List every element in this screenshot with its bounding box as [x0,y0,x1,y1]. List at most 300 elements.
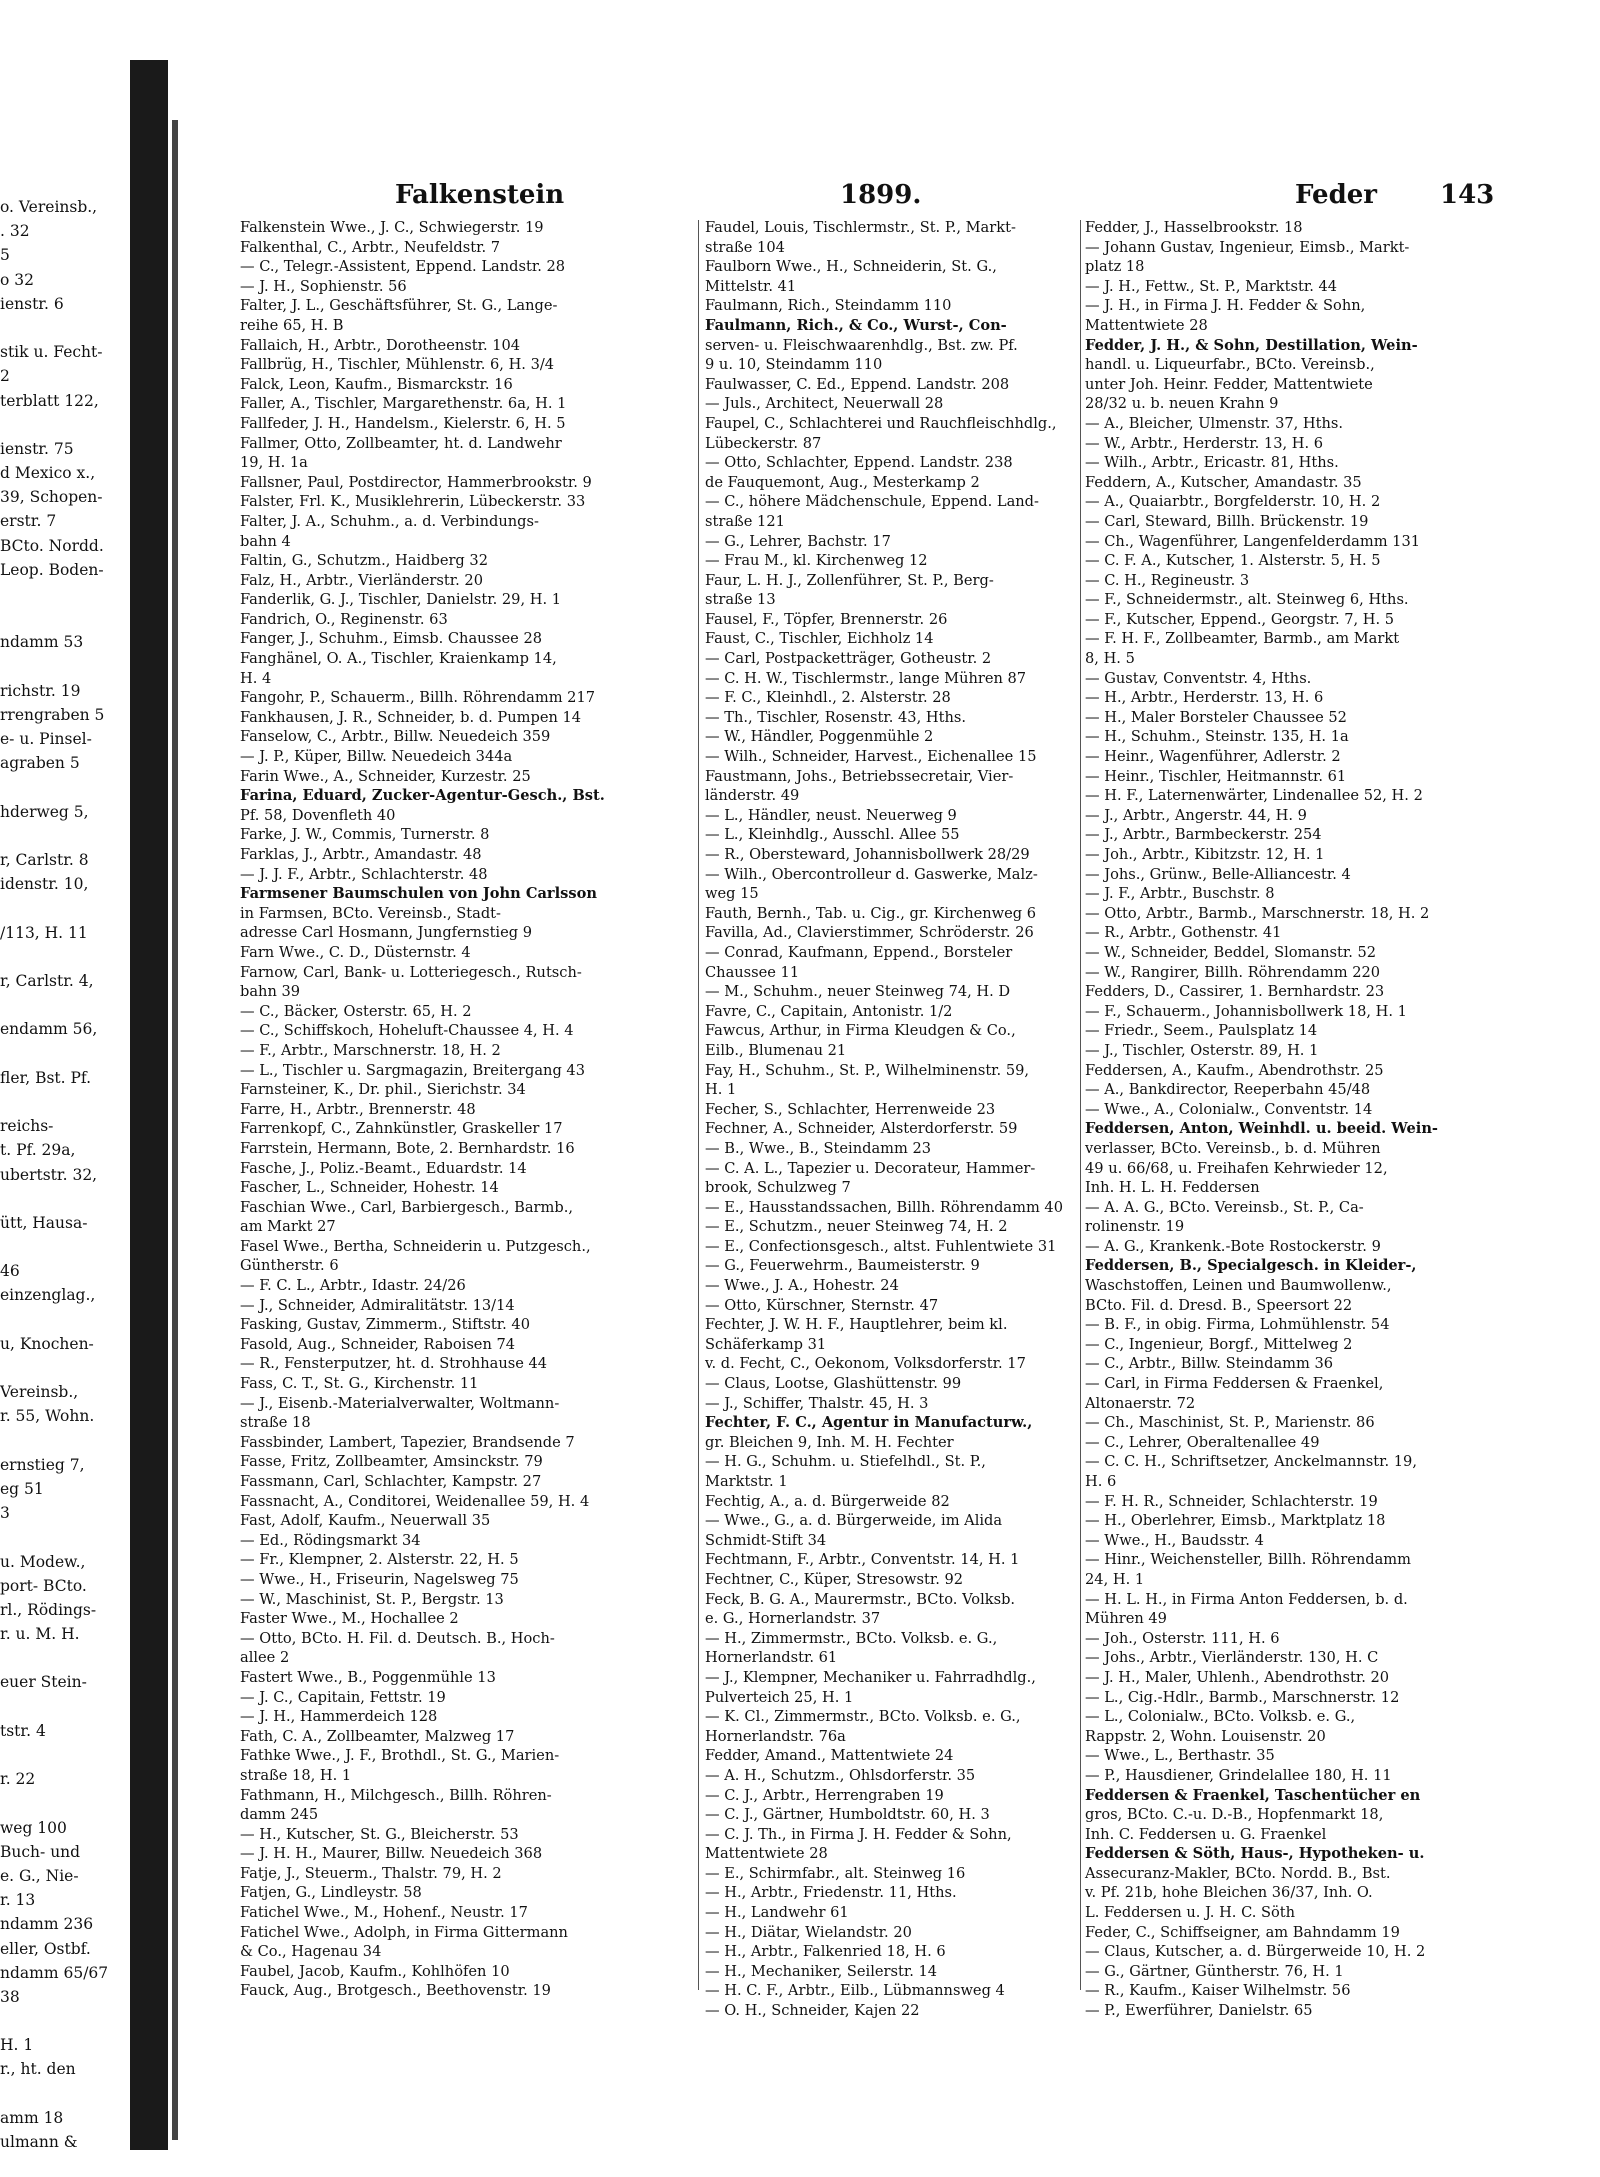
book-spine-shadow [130,60,168,2150]
directory-entry: Fanderlik, G. J., Tischler, Danielstr. 29, H. 1 [240,591,562,609]
book-gutter-line [172,120,178,2140]
directory-entry: Fedder, J., Hasselbrookstr. 18 [1085,219,1303,236]
fragment-line [0,1042,128,1066]
directory-entry: — W., Maschinist, St. P., Bergstr. 13 [240,1590,504,1608]
directory-entry: — A. G., Krankenk.-Bote Rostockerstr. 9 [1085,1237,1381,1255]
fragment-line: ulmann & [0,2133,78,2151]
directory-entry: verlasser, BCto. Vereinsb., b. d. Mühren [1085,1139,1381,1157]
directory-entry: — Wwe., G., a. d. Bürgerweide, im Alida [705,1512,1003,1530]
directory-entry: handl. u. Liqueurfabr., BCto. Vereinsb., [1085,356,1375,374]
directory-entry: Hornerlandstr. 61 [705,1649,838,1667]
directory-entry: Mühren 49 [1085,1610,1167,1628]
directory-entry: Fath, C. A., Zollbeamter, Malzweg 17 [240,1727,515,1745]
directory-entry: — J. H., Hammerdeich 128 [240,1708,438,1726]
directory-entry: rolinenstr. 19 [1085,1218,1185,1236]
directory-entry: — Wwe., H., Baudsstr. 4 [1085,1531,1264,1549]
fragment-line: stik u. Fecht- [0,343,103,362]
directory-entry: — F., Arbtr., Marschnerstr. 18, H. 2 [240,1041,501,1059]
fragment-line: ütt, Hausa- [0,1213,88,1232]
directory-entry: Fanger, J., Schuhm., Eimsb. Chaussee 28 [240,630,543,648]
directory-entry: — Joh., Arbtr., Kibitzstr. 12, H. 1 [1085,846,1325,863]
directory-entry: — B., Wwe., B., Steindamm 23 [705,1139,932,1157]
directory-entry: — F., Schauerm., Johannisbollwerk 18, H. 1 [1085,1002,1407,1020]
directory-entry: — Otto, Kürschner, Sternstr. 47 [705,1296,939,1314]
directory-entry: de Fauquemont, Aug., Mesterkamp 2 [705,473,980,491]
directory-entry: — H. C. F., Arbtr., Eilb., Lübmannsweg 4 [705,1982,1005,2000]
directory-entry: — F. C., Kleinhdl., 2. Alsterstr. 28 [705,689,951,707]
fragment-line: eg 51 [0,1479,44,1498]
directory-entry: Fechter, J. W. H. F., Hauptlehrer, beim kl. [705,1316,1008,1334]
directory-entry: — Gustav, Conventstr. 4, Hths. [1085,669,1312,687]
directory-entry: adresse Carl Hosmann, Jungfernstieg 9 [240,924,533,942]
directory-entry: — C., Bäcker, Osterstr. 65, H. 2 [240,1002,472,1020]
directory-entry: Altonaerstr. 72 [1085,1394,1196,1412]
fragment-line [0,1356,128,1380]
directory-entry: — A. A. G., BCto. Vereinsb., St. P., Ca- [1085,1198,1364,1216]
fragment-line: 3 [0,1504,10,1523]
directory-entry: — Ch., Maschinist, St. P., Marienstr. 86 [1085,1414,1375,1432]
directory-entry: Fatichel Wwe., M., Hohenf., Neustr. 17 [240,1904,528,1922]
directory-entry: — C. F. A., Kutscher, 1. Alsterstr. 5, H. 5 [1085,552,1381,570]
fragment-line: r. 22 [0,1770,36,1789]
fragment-line [0,1308,128,1332]
directory-entry: Faulmann, Rich., Steindamm 110 [705,297,952,315]
directory-entry: in Farmsen, BCto. Vereinsb., Stadt- [240,904,501,922]
directory-entry: weg 15 [705,885,759,903]
directory-entry: — L., Cig.-Hdlr., Barmb., Marschnerstr. 12 [1085,1688,1400,1706]
directory-entry: — C., Ingenieur, Borgf., Mittelweg 2 [1085,1335,1353,1353]
directory-entry: Pf. 58, Dovenfleth 40 [240,806,396,824]
directory-entry: Farre, H., Arbtr., Brennerstr. 48 [240,1100,476,1118]
fragment-line [0,776,128,800]
directory-entry: — Claus, Lootse, Glashüttenstr. 99 [705,1375,962,1393]
directory-entry: Farmsener Baumschulen von John Carlsson [240,885,597,903]
directory-entry: — C., Lehrer, Oberaltenallee 49 [1085,1433,1320,1451]
directory-entry: — E., Schirmfabr., alt. Steinweg 16 [705,1864,966,1882]
fragment-line: H. 1 [0,2036,34,2055]
directory-entry: Feddern, A., Kutscher, Amandastr. 35 [1085,473,1362,491]
directory-entry: — A., Bankdirector, Reeperbahn 45/48 [1085,1081,1371,1099]
directory-entry: — H., Oberlehrer, Eimsb., Marktplatz 18 [1085,1512,1386,1530]
directory-entry: Inh. C. Feddersen u. G. Fraenkel [1085,1825,1327,1843]
directory-entry: Faust, C., Tischler, Eichholz 14 [705,630,934,648]
directory-entry: Farnsteiner, K., Dr. phil., Sierichstr. 34 [240,1081,526,1099]
directory-entry: Fallaich, H., Arbtr., Dorotheenstr. 104 [240,336,521,354]
directory-entry: — C., Schiffskoch, Hoheluft-Chaussee 4, H. 4 [240,1022,574,1040]
directory-entry: — W., Händler, Poggenmühle 2 [705,728,934,746]
directory-entry: — Heinr., Tischler, Heitmannstr. 61 [1085,767,1347,785]
directory-entry: gros, BCto. C.-u. D.-B., Hopfenmarkt 18, [1085,1806,1384,1824]
fragment-line: ndamm 53 [0,633,84,652]
fragment-line: r. 13 [0,1891,36,1910]
directory-entry: — A., Quaiarbtr., Borgfelderstr. 10, H. 2 [1085,493,1381,511]
directory-entry: — Wwe., L., Berthastr. 35 [1085,1747,1275,1765]
fragment-line: eller, Ostbf. [0,1939,91,1958]
fragment-line: ubertstr. 32, [0,1165,98,1184]
directory-entry: Faller, A., Tischler, Margarethenstr. 6a, H. 1 [240,395,567,413]
directory-entry: Fauck, Aug., Brotgesch., Beethovenstr. 19 [240,1982,551,2000]
directory-entry: — F. H. F., Zollbeamter, Barmb., am Markt [1085,630,1400,648]
directory-entry: Faupel, C., Schlachterei und Rauchfleischhdlg., [705,414,1057,432]
directory-entry: L. Feddersen u. J. H. C. Söth [1085,1904,1296,1922]
directory-entry: straße 104 [705,238,785,256]
fragment-line [0,413,128,437]
fragment-line: 38 [0,1987,20,2006]
directory-entry: — A., Bleicher, Ulmenstr. 37, Hths. [1085,414,1344,432]
directory-entry: straße 18 [240,1414,311,1432]
fragment-line: 2 [0,367,10,386]
fragment-line: hderweg 5, [0,802,89,821]
directory-entry: — G., Gärtner, Güntherstr. 76, H. 1 [1085,1962,1344,1980]
directory-entry: Fast, Adolf, Kaufm., Neuerwall 35 [240,1512,491,1530]
directory-entry: — C. J., Arbtr., Herrengraben 19 [705,1786,944,1804]
directory-entry: — Wwe., J. A., Hohestr. 24 [705,1277,899,1295]
fragment-line [0,2082,128,2106]
directory-entry: — F., Kutscher, Eppend., Georgstr. 7, H. 5 [1085,610,1395,628]
directory-entry: Mittelstr. 41 [705,277,797,295]
directory-entry: Fechtmann, F., Arbtr., Conventstr. 14, H. 1 [705,1551,1020,1569]
directory-entry: Faster Wwe., M., Hochallee 2 [240,1610,459,1628]
directory-entry: Favilla, Ad., Clavierstimmer, Schröderstr. 26 [705,924,1034,942]
directory-entry: — Wwe., A., Colonialw., Conventstr. 14 [1085,1100,1373,1118]
fragment-line: o. Vereinsb., [0,198,98,216]
directory-entry: H. 6 [1085,1473,1117,1490]
directory-entry: Fallfeder, J. H., Handelsm., Kielerstr. 6, H. 5 [240,414,566,432]
directory-entry: Faur, L. H. J., Zollenführer, St. P., Berg- [705,571,994,589]
page-number: 143 [1440,180,1495,210]
directory-entry: — M., Schuhm., neuer Steinweg 74, H. D [705,983,1011,1001]
directory-entry: — W., Rangirer, Billh. Röhrendamm 220 [1085,963,1381,981]
directory-entry: 9 u. 10, Steindamm 110 [705,356,883,374]
directory-entry: Faulwasser, C. Ed., Eppend. Landstr. 208 [705,375,1010,393]
fragment-line: r, Carlstr. 8 [0,851,89,870]
fragment-line [0,1090,128,1114]
directory-entry: — C. H., Regineustr. 3 [1085,571,1250,589]
directory-entry: Farin Wwe., A., Schneider, Kurzestr. 25 [240,767,531,785]
directory-entry: — Johs., Grünw., Belle-Alliancestr. 4 [1085,865,1351,883]
directory-entry: straße 121 [705,512,785,530]
directory-entry: — W., Schneider, Beddel, Slomanstr. 52 [1085,943,1377,961]
directory-entry: — Carl, Postpacketträger, Gotheustr. 2 [705,650,992,668]
column-divider [1080,220,1081,1990]
fragment-line: u. Modew., [0,1552,86,1571]
directory-entry: — W., Arbtr., Herderstr. 13, H. 6 [1085,434,1324,452]
directory-entry: Fechtig, A., a. d. Bürgerweide 82 [705,1492,950,1510]
directory-entry: — Th., Tischler, Rosenstr. 43, Hths. [705,708,966,726]
directory-entry: Fechner, A., Schneider, Alsterdorferstr. 59 [705,1120,1018,1138]
directory-entry: & Co., Hagenau 34 [240,1943,382,1961]
directory-entry: Assecuranz-Makler, BCto. Nordd. B., Bst. [1085,1864,1391,1882]
fragment-line: agraben 5 [0,754,80,773]
fragment-line: Buch- und [0,1842,81,1861]
running-head-right: Feder [1295,180,1377,210]
directory-entry: — C., höhere Mädchenschule, Eppend. Land- [705,493,1039,511]
directory-entry: — Juls., Architect, Neuerwall 28 [705,395,944,413]
directory-entry: — J. H., Sophienstr. 56 [240,277,407,295]
directory-entry: Fassmann, Carl, Schlachter, Kampstr. 27 [240,1473,542,1490]
fragment-line: r., ht. den [0,2060,76,2079]
directory-column-3 [1085,218,1480,2020]
directory-entry: — J., Arbtr., Angerstr. 44, H. 9 [1085,806,1307,824]
fragment-line [0,1695,128,1719]
directory-entry: — J., Arbtr., Barmbeckerstr. 254 [1085,826,1322,844]
directory-entry: — Johann Gustav, Ingenieur, Eimsb., Markt- [1085,238,1410,256]
directory-entry: — E., Hausstandssachen, Billh. Röhrendamm 40 [705,1198,1063,1216]
fragment-line: r. 55, Wohn. [0,1407,95,1426]
directory-entry: Falter, J. A., Schuhm., a. d. Verbindungs- [240,512,539,530]
directory-entry: — B. F., in obig. Firma, Lohmühlenstr. 54 [1085,1316,1390,1334]
directory-entry: straße 13 [705,591,776,609]
directory-entry: — R., Kaufm., Kaiser Wilhelmstr. 56 [1085,1982,1351,2000]
directory-entry: Rappstr. 2, Wohn. Louisenstr. 20 [1085,1727,1326,1745]
directory-entry: 19, H. 1a [240,454,308,472]
directory-entry: e. G., Hornerlandstr. 37 [705,1610,881,1628]
directory-entry: Falster, Frl. K., Musiklehrerin, Lübeckerstr. 33 [240,493,586,511]
directory-entry: — C. H. W., Tischlermstr., lange Mühren 87 [705,669,1027,687]
directory-entry: — H. F., Laternenwärter, Lindenallee 52, H. 2 [1085,787,1423,805]
directory-entry: Pulverteich 25, H. 1 [705,1688,854,1706]
directory-entry: — H., Arbtr., Friedenstr. 11, Hths. [705,1884,957,1902]
directory-entry: 28/32 u. b. neuen Krahn 9 [1085,395,1279,413]
directory-entry: H. 1 [705,1081,737,1099]
directory-entry: straße 18, H. 1 [240,1766,352,1784]
directory-entry: Fatje, J., Steuerm., Thalstr. 79, H. 2 [240,1864,502,1882]
directory-entry: reihe 65, H. B [240,316,344,334]
directory-entry: Mattentwiete 28 [1085,316,1208,334]
directory-entry: Fay, H., Schuhm., St. P., Wilhelminenstr. 59, [705,1061,1030,1079]
directory-entry: Fassnacht, A., Conditorei, Weidenallee 59, H. 4 [240,1492,590,1510]
fragment-line [0,316,128,340]
fragment-line [0,1235,128,1259]
fragment-line: terblatt 122, [0,391,99,410]
directory-entry: — H., Landwehr 61 [705,1904,849,1922]
fragment-line: ndamm 65/67 [0,1963,109,1982]
directory-entry: — Fr., Klempner, 2. Alsterstr. 22, H. 5 [240,1551,519,1569]
directory-entry: — F. C. L., Arbtr., Idastr. 24/26 [240,1277,466,1295]
fragment-line [0,1429,128,1453]
directory-entry: Feck, B. G. A., Maurermstr., BCto. Volksb. [705,1590,1016,1608]
directory-entry: bahn 39 [240,983,301,1001]
running-head-left: Falkenstein [395,180,565,210]
directory-entry: Farke, J. W., Commis, Turnerstr. 8 [240,826,490,844]
directory-entry: Fedder, Amand., Mattentwiete 24 [705,1747,954,1765]
fragment-line: 39, Schopen- [0,488,103,507]
directory-entry: — Carl, Steward, Billh. Brückenstr. 19 [1085,512,1369,530]
fragment-line: amm 18 [0,2108,64,2127]
fragment-line: erstr. 7 [0,512,57,531]
column-divider [698,220,699,1990]
directory-entry: Farnow, Carl, Bank- u. Lotteriegesch., Rutsch- [240,963,582,981]
fragment-line: ienstr. 75 [0,439,74,458]
directory-entry: — R., Obersteward, Johannisbollwerk 28/29 [705,846,1030,863]
directory-entry: Fasking, Gustav, Zimmerm., Stiftstr. 40 [240,1316,530,1334]
directory-entry: Fasche, J., Poliz.-Beamt., Eduardstr. 14 [240,1159,527,1177]
directory-entry: Fedders, D., Cassirer, 1. Bernhardstr. 23 [1085,983,1385,1001]
directory-entry: — J. J. F., Arbtr., Schlachterstr. 48 [240,865,488,883]
directory-entry: Hornerlandstr. 76a [705,1727,846,1745]
directory-entry: Fasse, Fritz, Zollbeamter, Amsinckstr. 79 [240,1453,543,1471]
directory-entry: — Frau M., kl. Kirchenweg 12 [705,552,928,570]
directory-entry: v. Pf. 21b, hohe Bleichen 36/37, Inh. O. [1085,1884,1373,1902]
directory-entry: 8, H. 5 [1085,650,1135,668]
directory-entry: — C. J. Th., in Firma J. H. Fedder & Sohn, [705,1825,1012,1843]
directory-entry: — H., Maler Borsteler Chaussee 52 [1085,708,1347,726]
fragment-line [0,2009,128,2033]
directory-entry: Fatjen, G., Lindleystr. 58 [240,1884,422,1902]
directory-entry: — Heinr., Wagenführer, Adlerstr. 2 [1085,748,1341,766]
fragment-line: Vereinsb., [0,1383,79,1402]
directory-entry: Fechtner, C., Küper, Stresowstr. 92 [705,1570,964,1588]
directory-entry: — J. F., Arbtr., Buschstr. 8 [1085,885,1275,903]
directory-entry: — L., Händler, neust. Neuerweg 9 [705,806,957,824]
directory-entry: Fass, C. T., St. G., Kirchenstr. 11 [240,1375,479,1393]
directory-entry: — E., Confectionsgesch., altst. Fuhlentwiete 31 [705,1237,1057,1255]
directory-entry: — L., Tischler u. Sargmagazin, Breitergang 43 [240,1061,586,1079]
directory-entry: Fascher, L., Schneider, Hohestr. 14 [240,1179,499,1197]
directory-entry: Faubel, Jacob, Kaufm., Kohlhöfen 10 [240,1962,510,1980]
directory-entry: Fanghänel, O. A., Tischler, Kraienkamp 14, [240,650,557,668]
directory-entry: Faulborn Wwe., H., Schneiderin, St. G., [705,258,997,276]
fragment-line [0,1646,128,1670]
fragment-line [0,606,128,630]
fragment-line: t. Pf. 29a, [0,1141,76,1160]
fragment-line: o 32 [0,270,34,289]
fragment-line: ienstr. 6 [0,294,64,313]
directory-entry: Fauth, Bernh., Tab. u. Cig., gr. Kirchenweg 6 [705,904,1037,922]
directory-entry: — L., Colonialw., BCto. Volksb. e. G., [1085,1708,1356,1726]
directory-entry: Inh. H. L. H. Feddersen [1085,1179,1260,1197]
directory-entry: — J., Schneider, Admiralitätstr. 13/14 [240,1296,515,1314]
directory-entry: — J. H., Maler, Uhlenh., Abendrothstr. 20 [1085,1668,1390,1686]
directory-entry: gr. Bleichen 9, Inh. M. H. Fechter [705,1433,954,1451]
directory-entry: Mattentwiete 28 [705,1845,828,1863]
directory-entry: Eilb., Blumenau 21 [705,1041,847,1059]
directory-entry: Faulmann, Rich., & Co., Wurst-, Con- [705,316,1007,334]
directory-entry: — Otto, Schlachter, Eppend. Landstr. 238 [705,454,1013,472]
directory-entry: Fankhausen, J. R., Schneider, b. d. Pumpen 14 [240,708,582,726]
directory-entry: Fawcus, Arthur, in Firma Kleudgen & Co., [705,1022,1016,1040]
directory-entry: Schäferkamp 31 [705,1335,827,1353]
directory-entry: — J., Klempner, Mechaniker u. Fahrradhdlg., [705,1668,1036,1686]
directory-entry: Farrstein, Hermann, Bote, 2. Bernhardstr. 16 [240,1139,575,1157]
directory-entry: — J. H. H., Maurer, Billw. Neuedeich 368 [240,1845,543,1863]
directory-entry: — J. H., in Firma J. H. Fedder & Sohn, [1085,297,1366,315]
directory-entry: — F. H. R., Schneider, Schlachterstr. 19 [1085,1492,1378,1510]
directory-entry: Farn Wwe., C. D., Düsternstr. 4 [240,943,471,961]
directory-column-1 [240,218,692,1998]
directory-entry: — P., Hausdiener, Grindelallee 180, H. 11 [1085,1766,1392,1784]
directory-entry: am Markt 27 [240,1218,336,1236]
directory-entry: Faudel, Louis, Tischlermstr., St. P., Markt- [705,219,1016,236]
directory-entry: Farrenkopf, C., Zahnkünstler, Graskeller 17 [240,1120,563,1138]
directory-entry: Güntherstr. 6 [240,1257,339,1275]
directory-entry: Falz, H., Arbtr., Vierländerstr. 20 [240,571,483,589]
directory-entry: Lübeckerstr. 87 [705,434,822,452]
directory-entry: Fasel Wwe., Bertha, Schneiderin u. Putzgesch., [240,1237,591,1255]
directory-entry: — Ed., Rödingsmarkt 34 [240,1531,421,1549]
directory-entry: 24, H. 1 [1085,1570,1145,1588]
directory-entry: v. d. Fecht, C., Oekonom, Volksdorferstr. 17 [705,1355,1026,1373]
directory-entry: — Hinr., Weichensteller, Billh. Röhrendamm [1085,1551,1411,1569]
directory-entry: — H., Arbtr., Falkenried 18, H. 6 [705,1943,946,1961]
directory-entry: Fastert Wwe., B., Poggenmühle 13 [240,1668,496,1686]
directory-entry: Fechter, F. C., Agentur in Manufacturw., [705,1414,1033,1432]
fragment-line: r. u. M. H. [0,1625,80,1644]
fragment-line: ernstieg 7, [0,1455,85,1474]
directory-entry: Feder, C., Schiffseigner, am Bahndamm 19 [1085,1923,1400,1941]
directory-entry: Feddersen, A., Kaufm., Abendrothstr. 25 [1085,1061,1384,1079]
fragment-line: tstr. 4 [0,1721,46,1740]
fragment-line: BCto. Nordd. [0,536,104,555]
fragment-line: idenstr. 10, [0,875,89,894]
fragment-line [0,824,128,848]
directory-entry: bahn 4 [240,532,291,550]
directory-entry: — C., Telegr.-Assistent, Eppend. Landstr. 28 [240,258,566,276]
directory-entry: — H. G., Schuhm. u. Stiefelhdl., St. P., [705,1453,986,1471]
directory-entry: — Wwe., H., Friseurin, Nagelsweg 75 [240,1570,519,1588]
directory-entry: — L., Kleinhdlg., Ausschl. Allee 55 [705,826,960,844]
fragment-line [0,582,128,606]
directory-entry: Fallsner, Paul, Postdirector, Hammerbrookstr. 9 [240,473,592,491]
directory-entry: Faschian Wwe., Carl, Barbiergesch., Barmb., [240,1198,573,1216]
directory-entry: — E., Schutzm., neuer Steinweg 74, H. 2 [705,1218,1008,1236]
directory-entry: Chaussee 11 [705,963,800,981]
directory-entry: — Wilh., Schneider, Harvest., Eichenallee 15 [705,748,1037,766]
directory-entry: — H., Zimmermstr., BCto. Volksb. e. G., [705,1629,998,1647]
directory-entry: allee 2 [240,1649,290,1667]
fragment-line [0,945,128,969]
fragment-line: einzenglag., [0,1286,96,1305]
directory-entry: Fedder, J. H., & Sohn, Destillation, Wein- [1085,336,1418,354]
directory-entry: platz 18 [1085,258,1145,276]
directory-entry: H. 4 [240,669,272,687]
directory-entry: — J., Schiffer, Thalstr. 45, H. 3 [705,1394,929,1412]
directory-entry: Fallmer, Otto, Zollbeamter, ht. d. Landwehr [240,434,562,452]
previous-page-fragment [0,195,128,2151]
fragment-line: . 32 [0,222,30,241]
directory-entry: — H., Kutscher, St. G., Bleicherstr. 53 [240,1825,519,1843]
fragment-line: d Mexico x., [0,464,96,483]
directory-entry: serven- u. Fleischwaarenhdlg., Bst. zw. Pf. [705,336,1018,354]
directory-entry: — Conrad, Kaufmann, Eppend., Borsteler [705,943,1013,961]
directory-entry: Faustmann, Johs., Betriebssecretair, Vier- [705,767,1014,785]
directory-entry: brook, Schulzweg 7 [705,1179,851,1197]
directory-entry: — H., Arbtr., Herderstr. 13, H. 6 [1085,689,1324,707]
directory-entry: — Claus, Kutscher, a. d. Bürgerweide 10, H. 2 [1085,1943,1426,1961]
directory-entry: — Joh., Osterstr. 111, H. 6 [1085,1629,1280,1647]
fragment-line: endamm 56, [0,1020,98,1039]
directory-entry: Fasold, Aug., Schneider, Raboisen 74 [240,1335,516,1353]
directory-entry: — Otto, Arbtr., Barmb., Marschnerstr. 18, H. 2 [1085,904,1430,922]
directory-entry: — R., Fensterputzer, ht. d. Strohhause 44 [240,1355,548,1373]
fragment-line: rl., Rödings- [0,1600,97,1619]
directory-entry: Feddersen & Söth, Haus-, Hypotheken- u. [1085,1845,1425,1863]
directory-entry: Feddersen, B., Specialgesch. in Kleider-, [1085,1257,1417,1275]
directory-entry: Favre, C., Capitain, Antonistr. 1/2 [705,1002,953,1020]
directory-entry: — Friedr., Seem., Paulsplatz 14 [1085,1022,1318,1040]
directory-entry: Fandrich, O., Reginenstr. 63 [240,610,448,628]
directory-entry: — Ch., Wagenführer, Langenfelderdamm 131 [1085,532,1421,550]
directory-entry: länderstr. 49 [705,787,800,805]
directory-entry: — Wilh., Obercontrolleur d. Gaswerke, Malz- [705,865,1038,883]
directory-entry: — A. H., Schutzm., Ohlsdorferstr. 35 [705,1766,976,1784]
directory-entry: Fecher, S., Schlachter, Herrenweide 23 [705,1100,996,1118]
directory-entry: — P., Ewerführer, Danielstr. 65 [1085,2002,1313,2020]
directory-entry: — C. J., Gärtner, Humboldtstr. 60, H. 3 [705,1806,990,1824]
directory-entry: Falkenstein Wwe., J. C., Schwiegerstr. 19 [240,219,544,236]
directory-column-2 [705,218,1077,2020]
directory-entry: 49 u. 66/68, u. Freihafen Kehrwieder 12, [1085,1159,1388,1177]
